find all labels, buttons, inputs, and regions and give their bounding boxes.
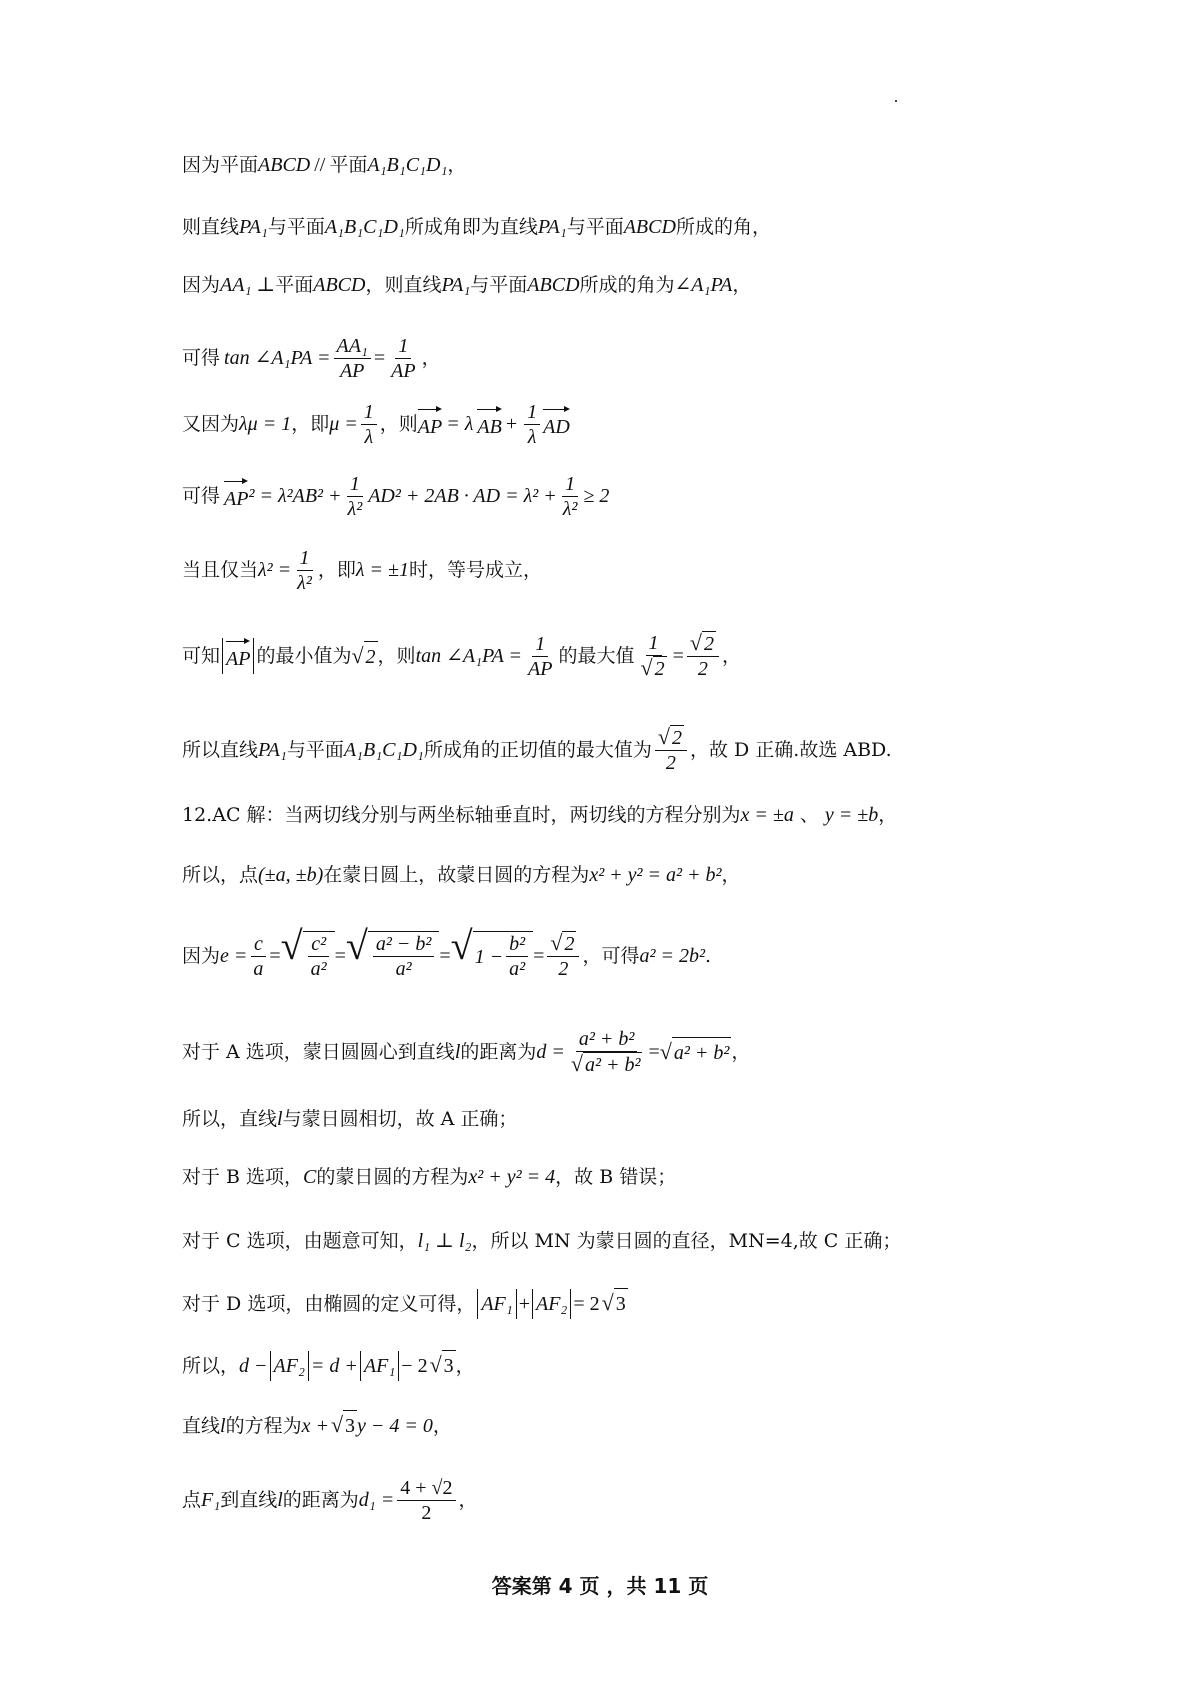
sqrt: √ $\frac{\text{c²}}{\text{a²}}$: [281, 931, 335, 981]
fraction: [638, 631, 670, 681]
fraction: [388, 334, 418, 383]
math: x² + y² = a² + b²: [589, 864, 722, 886]
text: 时，等号成立，: [409, 559, 543, 581]
text: 所以，: [182, 1354, 240, 1377]
numerator: 1: [524, 400, 540, 425]
denominator: √ 2: [640, 655, 665, 680]
math: tan ∠A₁PA =: [224, 347, 331, 369]
math: d₁ =: [358, 1489, 395, 1511]
text: 所成角即为直线: [404, 216, 538, 238]
numerator: 1: [347, 472, 363, 497]
text: 的最大值: [558, 645, 635, 667]
text: ，故 D 正确.故选 ABD.: [689, 739, 892, 761]
text: ，: [432, 1414, 452, 1437]
abs-value: AF₂: [532, 1289, 571, 1319]
math: =: [334, 945, 346, 967]
radicand: 3: [614, 1288, 628, 1319]
denominator: a²: [395, 958, 412, 980]
fraction: [250, 932, 266, 981]
text: 与蒙日圆相切，故 A 正确；: [282, 1108, 518, 1130]
math: d −: [239, 1354, 268, 1377]
math: PA₁: [441, 274, 471, 296]
math: y − 4 = 0: [357, 1414, 433, 1437]
line-12: [182, 918, 1080, 994]
text: ，即: [291, 413, 330, 435]
line-18: [182, 1350, 1080, 1381]
text: 可知: [182, 645, 221, 667]
text: ，则直线: [365, 274, 442, 296]
text: 可得: [182, 347, 221, 369]
denominator: AP: [528, 657, 553, 680]
math: //: [314, 154, 326, 176]
text: 因为: [182, 274, 221, 296]
denominator: λ²: [562, 497, 578, 520]
text: ，可得: [582, 945, 640, 967]
sqrt: √ 3: [331, 1410, 357, 1441]
text: 所以直线: [182, 739, 259, 761]
math: AA₁ ⊥: [220, 274, 276, 296]
fraction: [294, 546, 315, 595]
sqrt: √ a² + b²: [660, 1037, 732, 1068]
math: AD² + 2AB · AD = λ² +: [368, 485, 557, 507]
denominator: a²: [509, 958, 526, 980]
text: 平面: [275, 274, 314, 296]
text: ，: [458, 1489, 478, 1511]
text: 的距离为: [282, 1489, 359, 1511]
math: PA₁: [537, 216, 567, 238]
page-footer: 答案第 4 页 ，共 11 页: [491, 1574, 709, 1598]
math: ABCD: [258, 154, 311, 176]
fraction: [560, 472, 581, 521]
text: 对于 B 选项，: [182, 1166, 304, 1188]
radicand: 3: [343, 1410, 357, 1441]
text: ，则: [379, 413, 418, 435]
text: 与平面: [267, 216, 325, 238]
text: 的距离为: [460, 1041, 537, 1063]
math: =: [533, 945, 545, 967]
denominator: AP: [339, 359, 365, 382]
text: 因为平面: [182, 154, 259, 176]
math: F₁: [201, 1489, 221, 1511]
text: 点: [182, 1489, 202, 1511]
scan-speck: [895, 100, 897, 102]
math: ∠A₁PA: [674, 274, 733, 296]
radicand: 2: [564, 933, 575, 955]
text: 则直线: [182, 216, 240, 238]
numerator: 1: [395, 334, 411, 359]
text: 、: [799, 804, 819, 826]
line-20: [182, 1468, 1080, 1532]
text: 所成角的正切值的最大值为: [423, 739, 652, 761]
math: a² = 2b²: [639, 945, 705, 967]
radicand: 2: [364, 641, 378, 672]
fraction: [397, 1476, 455, 1525]
math: (±a, ±b): [258, 864, 324, 886]
numerator: 1: [646, 631, 662, 656]
text: ，故 B 错误；: [555, 1166, 677, 1188]
numerator: AA₁: [334, 334, 371, 359]
text: ，则: [377, 645, 416, 667]
line-10: [182, 800, 1080, 830]
math: =: [648, 1041, 660, 1063]
math: d =: [536, 1041, 565, 1063]
abs-value: AF₁: [477, 1289, 516, 1319]
math: ABCD: [623, 216, 676, 238]
text: 因为: [182, 945, 221, 967]
radicand: 3: [442, 1350, 456, 1381]
line-13: [182, 1014, 1080, 1090]
line-1: [182, 150, 1080, 180]
math: e =: [220, 945, 248, 967]
line-19: [182, 1410, 1080, 1441]
math: = λ: [446, 413, 474, 435]
text: 12.AC 解：当两切线分别与两坐标轴垂直时，两切线的方程分别为: [182, 804, 741, 826]
denominator: a: [253, 957, 264, 980]
text: 对于 A 选项，蒙日圆圆心到直线: [182, 1041, 455, 1063]
line-17: [182, 1288, 1080, 1319]
denominator: 2: [421, 1501, 432, 1524]
line-2: [182, 212, 1080, 242]
math: y = ±b: [824, 804, 879, 826]
numerator: c²: [308, 932, 329, 957]
line-8: [182, 624, 1080, 688]
numerator: √ 2: [547, 931, 579, 957]
math: PA₁: [258, 739, 287, 761]
numerator: c: [251, 932, 266, 957]
text: ，: [732, 274, 752, 296]
sqrt: √ 2: [351, 641, 377, 672]
math: =: [373, 347, 386, 369]
text: ，: [447, 154, 467, 176]
text: 与平面: [470, 274, 528, 296]
math: C: [303, 1166, 317, 1188]
math: λμ = 1: [239, 413, 292, 435]
text: 在蒙日圆上，故蒙日圆的方程为: [323, 864, 590, 886]
math: ≥ 2: [583, 485, 610, 507]
numerator: b²: [506, 932, 528, 957]
fraction: [568, 1027, 646, 1077]
math: ABCD: [313, 274, 366, 296]
math: 1 −: [474, 945, 504, 968]
line-4: [182, 328, 1080, 388]
math: l: [277, 1489, 283, 1511]
fraction: [524, 400, 540, 449]
denominator: AP: [391, 359, 416, 382]
math: A₁B₁C₁D₁: [367, 154, 448, 176]
numerator: √ 2: [687, 631, 719, 657]
text: 所以，直线: [182, 1108, 278, 1130]
text: 又因为: [182, 413, 240, 435]
sqrt: √ 3: [430, 1350, 456, 1381]
numerator: 1: [361, 400, 377, 425]
numerator: 1: [562, 472, 578, 497]
denominator: λ: [527, 425, 537, 448]
text: ，: [721, 864, 741, 886]
denominator: λ²: [347, 497, 363, 520]
line-9: [182, 718, 1080, 782]
sqrt: √ 1 − $\frac{\text{b²}}{\text{a²}}$: [451, 931, 533, 981]
text: 当且仅当: [182, 559, 259, 581]
radicand: a² + b²: [672, 1037, 732, 1068]
text: 对于 D 选项，由椭圆的定义可得，: [182, 1292, 476, 1315]
fraction: [334, 334, 371, 383]
math: x = ±a: [740, 804, 794, 826]
math: +: [505, 413, 518, 435]
text: 可得: [182, 485, 221, 507]
text: ，即: [317, 559, 356, 581]
math: = d +: [310, 1354, 358, 1377]
numerator: √ 2: [655, 725, 687, 751]
text: ，: [878, 804, 898, 826]
math: tan ∠A₁PA =: [415, 645, 523, 667]
fraction: [345, 472, 366, 521]
math: +: [518, 1292, 530, 1315]
denominator: √ a² + b²: [570, 1051, 641, 1076]
text: ，: [731, 1041, 751, 1063]
fraction: [655, 725, 687, 775]
text: 的蒙日圆的方程为: [316, 1166, 469, 1188]
math: A₁B₁C₁D₁: [343, 739, 424, 761]
math: l: [454, 1041, 461, 1063]
math: ² = λ²AB² +: [248, 485, 342, 507]
fraction: [687, 631, 719, 681]
math: =: [672, 645, 684, 667]
line-5: [182, 394, 1080, 454]
denominator: 2: [697, 658, 708, 680]
numerator: 4 + √2: [397, 1476, 455, 1501]
numerator: 1: [532, 632, 548, 657]
vector-ad: AD: [543, 406, 570, 442]
line-15: [182, 1162, 1080, 1192]
numerator: a² − b²: [373, 932, 435, 957]
text: 对于 C 选项，由题意可知，: [182, 1230, 418, 1252]
text: 所成的角，: [675, 216, 771, 238]
abs-value: [222, 638, 254, 674]
text: 的最小值为: [256, 645, 352, 667]
text: .: [704, 945, 712, 967]
math: = 2: [573, 1292, 600, 1315]
text: 的方程为: [225, 1414, 302, 1437]
line-7: [182, 540, 1080, 600]
vector-ap: AP: [226, 638, 250, 674]
line-3: [182, 270, 1080, 300]
fraction: [361, 400, 377, 449]
text: 到直线: [220, 1489, 278, 1511]
radicand: 2: [654, 658, 665, 680]
text: ，: [455, 1354, 475, 1377]
fraction: [525, 632, 555, 681]
sqrt: √ 3: [602, 1288, 628, 1319]
denominator: λ²: [297, 571, 312, 594]
line-16: [182, 1226, 1080, 1256]
denominator: 2: [665, 752, 676, 774]
numerator: 1: [297, 546, 313, 571]
abs-value: AF₂: [270, 1351, 309, 1381]
fraction: [547, 931, 579, 981]
radicand: 2: [703, 633, 714, 655]
denominator: 2: [558, 958, 569, 980]
math: l: [220, 1414, 226, 1437]
text: 与平面: [566, 216, 624, 238]
line-14: [182, 1104, 1080, 1134]
math: A₁B₁C₁D₁: [324, 216, 405, 238]
numerator: a² + b²: [576, 1027, 638, 1052]
text: 所以，点: [182, 864, 259, 886]
text: ，: [421, 347, 441, 369]
text: 直线: [182, 1414, 221, 1437]
vector-ab: AB: [477, 406, 501, 442]
math: PA₁: [239, 216, 268, 238]
radicand: 2: [671, 727, 682, 749]
radicand: a² + b²: [584, 1054, 641, 1076]
text: 平面: [329, 154, 368, 176]
line-6: [182, 466, 1080, 526]
math: − 2: [401, 1354, 428, 1377]
math: λ² =: [258, 559, 292, 581]
text: ，: [721, 645, 741, 667]
line-11: [182, 860, 1080, 890]
math: ABCD: [527, 274, 580, 296]
text: ，所以 MN 为蒙日圆的直径，MN=4,故 C 正确；: [471, 1230, 902, 1252]
math: x +: [301, 1414, 329, 1437]
vector-ap: AP: [418, 406, 442, 442]
math: x² + y² = 4: [468, 1166, 556, 1188]
math: =: [439, 945, 451, 967]
math: l: [277, 1108, 283, 1130]
denominator: λ: [364, 425, 374, 448]
math: =: [269, 945, 281, 967]
math: μ =: [329, 413, 358, 435]
denominator: a²: [310, 958, 327, 980]
math: l₁ ⊥ l₂: [417, 1230, 472, 1252]
text: 与平面: [286, 739, 344, 761]
vector-ap: AP: [224, 478, 248, 514]
text: 所成的角为: [579, 274, 675, 296]
math: λ = ±1: [355, 559, 409, 581]
abs-value: AF₁: [360, 1351, 399, 1381]
sqrt: √ $\frac{\text{a² − b²}}{\text{a²}}$: [346, 931, 439, 981]
